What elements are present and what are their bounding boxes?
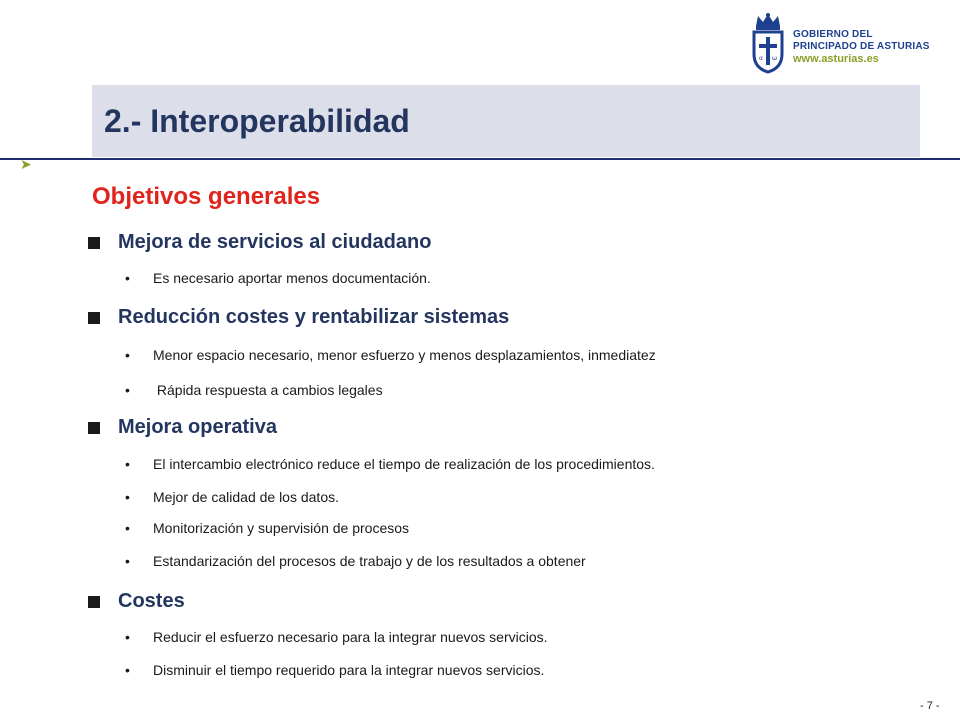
section-title: Mejora operativa	[118, 416, 277, 438]
page-number: - 7 -	[920, 700, 940, 712]
list-item-text: Es necesario aportar menos documentación.	[153, 270, 431, 286]
logo-line-1: GOBIERNO DEL	[793, 29, 873, 40]
bullet-icon: •	[125, 347, 130, 363]
list-item-text: El intercambio electrónico reduce el tiempo de realización de los procedimientos.	[153, 456, 655, 472]
square-bullet-icon	[88, 422, 100, 434]
list-item-text: Disminuir el tiempo requerido para la integrar nuevos servicios.	[153, 662, 545, 678]
slide-subtitle: Objetivos generales	[92, 183, 321, 210]
title-rule	[0, 158, 960, 160]
list-item-text: Reducir el esfuerzo necesario para la integrar nuevos servicios.	[153, 629, 548, 645]
square-bullet-icon	[88, 237, 100, 249]
bullet-icon: •	[125, 553, 130, 569]
square-bullet-icon	[88, 596, 100, 608]
section-title: Mejora de servicios al ciudadano	[118, 231, 432, 253]
bullet-icon: •	[125, 629, 130, 645]
bullet-icon: •	[125, 489, 130, 505]
bullet-icon: •	[125, 382, 130, 398]
svg-text:ω: ω	[772, 55, 778, 62]
list-item-text: Menor espacio necesario, menor esfuerzo y menos desplazamientos, inmediatez	[153, 347, 656, 363]
list-item-text: Mejor de calidad de los datos.	[153, 489, 339, 505]
section-title: Reducción costes y rentabilizar sistemas	[118, 306, 510, 328]
rule-mark-icon: ➤	[20, 156, 32, 172]
title-band	[92, 85, 920, 157]
square-bullet-icon	[88, 312, 100, 324]
government-logo	[748, 12, 948, 74]
bullet-icon: •	[125, 662, 130, 678]
bullet-icon: •	[125, 456, 130, 472]
section-title: Costes	[118, 590, 185, 612]
logo-line-2: PRINCIPADO DE ASTURIAS	[793, 41, 930, 52]
list-item-text: Rápida respuesta a cambios legales	[153, 382, 383, 398]
slide-title: 2.- Interoperabilidad	[104, 103, 410, 139]
bullet-icon: •	[125, 520, 130, 536]
logo-url: www.asturias.es	[793, 53, 879, 65]
list-item-text: Monitorización y supervisión de procesos	[153, 520, 410, 536]
coat-of-arms-icon	[748, 12, 788, 74]
svg-text:α: α	[759, 55, 763, 62]
list-item-text: Estandarización del procesos de trabajo y de los resultados a obtener	[153, 553, 586, 569]
bullet-icon: •	[125, 270, 130, 286]
